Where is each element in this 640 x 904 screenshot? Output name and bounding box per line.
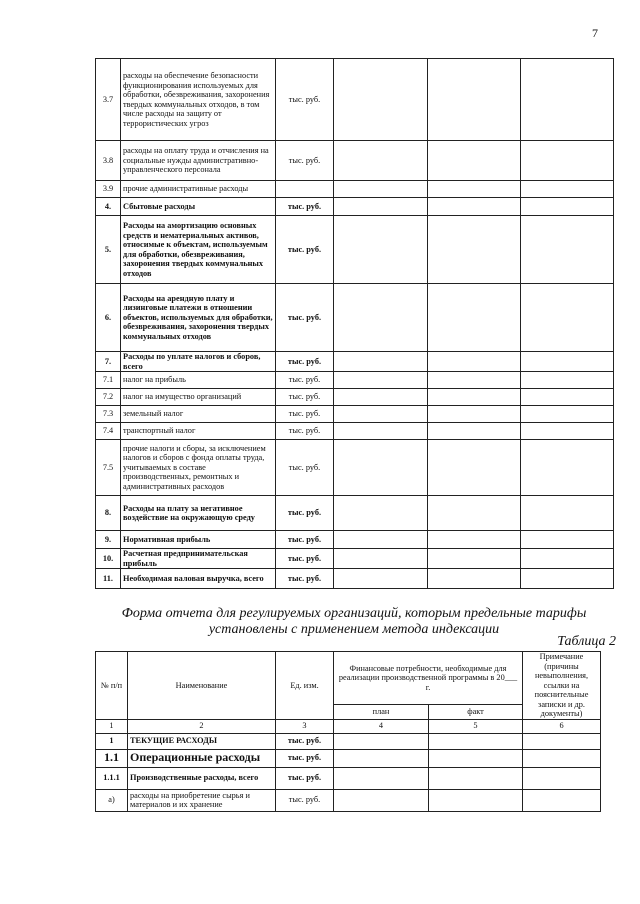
table-row xyxy=(96,59,614,141)
row-name: Операционные расходы xyxy=(128,749,276,767)
row-num: 5. xyxy=(96,216,121,284)
empty-cell xyxy=(428,284,521,352)
row-unit: тыс. руб. xyxy=(276,389,334,406)
table-row xyxy=(96,389,614,406)
header-plan: план xyxy=(334,705,429,719)
empty-cell xyxy=(334,59,428,141)
table-row xyxy=(96,141,614,181)
empty-cell xyxy=(521,216,614,284)
row-name: Расходы на амортизацию основных средств и нематериальных активов, относимые к объектам, используемым для обработки, обезвреживания, захоронения твердых коммунальных отходов xyxy=(121,216,276,284)
row-name: транспортный налог xyxy=(121,423,276,440)
table-row xyxy=(96,423,614,440)
table2-label: Таблица 2 xyxy=(557,634,616,649)
empty-cell xyxy=(428,198,521,216)
empty-cell xyxy=(428,141,521,181)
row-num: 10. xyxy=(96,549,121,569)
row-name: Расчетная предпринимательская прибыль xyxy=(121,549,276,569)
row-name: расходы на приобретение сырья и материалов и их хранение xyxy=(128,789,276,811)
row-unit: тыс. руб. xyxy=(276,549,334,569)
empty-cell xyxy=(521,549,614,569)
table-row xyxy=(96,549,614,569)
row-name: земельный налог xyxy=(121,406,276,423)
empty-cell xyxy=(428,569,521,589)
row-num: 1 xyxy=(96,733,128,749)
empty-cell xyxy=(521,284,614,352)
row-name: налог на имущество организаций xyxy=(121,389,276,406)
empty-cell xyxy=(428,496,521,531)
col-number-3: 3 xyxy=(276,719,334,733)
empty-cell xyxy=(334,569,428,589)
row-unit: тыс. руб. xyxy=(276,141,334,181)
table-row xyxy=(96,216,614,284)
row-num: 9. xyxy=(96,531,121,549)
empty-cell xyxy=(334,496,428,531)
row-name: ТЕКУЩИЕ РАСХОДЫ xyxy=(128,733,276,749)
empty-cell xyxy=(334,198,428,216)
empty-cell xyxy=(521,423,614,440)
row-unit: тыс. руб. xyxy=(276,423,334,440)
table-row xyxy=(96,531,614,549)
row-num: 1.1 xyxy=(96,749,128,767)
row-unit xyxy=(276,181,334,198)
row-unit: тыс. руб. xyxy=(276,284,334,352)
row-num: 11. xyxy=(96,569,121,589)
empty-cell xyxy=(334,141,428,181)
row-name: Нормативная прибыль xyxy=(121,531,276,549)
empty-cell xyxy=(521,352,614,372)
row-unit: тыс. руб. xyxy=(276,372,334,389)
empty-cell xyxy=(428,531,521,549)
empty-cell xyxy=(428,389,521,406)
empty-cell xyxy=(334,549,428,569)
row-num: 3.8 xyxy=(96,141,121,181)
empty-cell xyxy=(428,549,521,569)
row-num: 7.5 xyxy=(96,440,121,496)
empty-cell xyxy=(521,440,614,496)
empty-cell xyxy=(521,406,614,423)
row-name: Расходы по уплате налогов и сборов, всего xyxy=(121,352,276,372)
row-unit: тыс. руб. xyxy=(276,216,334,284)
form-caption-line1: Форма отчета для регулируемых организаций, которым предельные тарифы xyxy=(121,606,587,621)
empty-cell xyxy=(428,406,521,423)
empty-cell xyxy=(334,389,428,406)
row-name: Расходы на арендную плату и лизинговые платежи в отношении объектов, используемых для обработки, обезвреживания, захоронения твердых коммунальных отходов xyxy=(121,284,276,352)
row-num: 4. xyxy=(96,198,121,216)
empty-cell xyxy=(428,423,521,440)
row-name: Необходимая валовая выручка, всего xyxy=(121,569,276,589)
table-row xyxy=(96,352,614,372)
empty-cell xyxy=(521,141,614,181)
row-num: 7.3 xyxy=(96,406,121,423)
row-unit: тыс. руб. xyxy=(276,733,334,749)
col-number-1: 1 xyxy=(96,719,128,733)
row-name: расходы на оплату труда и отчисления на социальные нужды административно-управленческого персонала xyxy=(121,141,276,181)
row-num: 3.9 xyxy=(96,181,121,198)
header-note: Примечание (причины невыполнения, ссылки на пояснительные записки и др. документы) xyxy=(523,652,601,720)
row-unit: тыс. руб. xyxy=(276,569,334,589)
row-name: налог на прибыль xyxy=(121,372,276,389)
empty-cell xyxy=(334,440,428,496)
table-row xyxy=(96,284,614,352)
row-name: Производственные расходы, всего xyxy=(128,767,276,789)
row-name: прочие административные расходы xyxy=(121,181,276,198)
row-num: 1.1.1 xyxy=(96,767,128,789)
row-num: 8. xyxy=(96,496,121,531)
row-num: 7. xyxy=(96,352,121,372)
row-num: 6. xyxy=(96,284,121,352)
row-unit: тыс. руб. xyxy=(276,531,334,549)
row-name: Сбытовые расходы xyxy=(121,198,276,216)
row-name: расходы на обеспечение безопасности функционирования используемых для обработки, обезвреживания, захоронения твердых коммунальных отходов, в том числе расходы на защиту от террористических угроз xyxy=(121,59,276,141)
empty-cell xyxy=(334,352,428,372)
empty-cell xyxy=(428,372,521,389)
row-unit: тыс. руб. xyxy=(276,440,334,496)
table-row xyxy=(96,181,614,198)
empty-cell xyxy=(521,389,614,406)
col-number-6: 6 xyxy=(523,719,601,733)
row-name: Расходы на плату за негативное воздействие на окружающую среду xyxy=(121,496,276,531)
table-row xyxy=(96,496,614,531)
empty-cell xyxy=(334,216,428,284)
empty-cell xyxy=(521,569,614,589)
row-unit: тыс. руб. xyxy=(276,352,334,372)
empty-cell xyxy=(521,198,614,216)
row-unit: тыс. руб. xyxy=(276,59,334,141)
table-row xyxy=(96,440,614,496)
table-row xyxy=(96,406,614,423)
empty-cell xyxy=(521,496,614,531)
row-unit: тыс. руб. xyxy=(276,749,334,767)
empty-cell xyxy=(428,440,521,496)
empty-cell xyxy=(334,284,428,352)
row-unit: тыс. руб. xyxy=(276,767,334,789)
row-name: прочие налоги и сборы, за исключением налогов и сборов с фонда оплаты труда, учитываемых в составе производственных, ремонтных и административных расходов xyxy=(121,440,276,496)
empty-cell xyxy=(334,406,428,423)
header-num: № п/п xyxy=(96,652,128,720)
empty-cell xyxy=(428,59,521,141)
empty-cell xyxy=(428,352,521,372)
row-num: 7.1 xyxy=(96,372,121,389)
row-unit: тыс. руб. xyxy=(276,496,334,531)
header-name: Наименование xyxy=(128,652,276,720)
row-unit: тыс. руб. xyxy=(276,198,334,216)
form-caption-line2: установлены с применением метода индексации xyxy=(208,622,500,637)
row-num: 7.4 xyxy=(96,423,121,440)
table-row xyxy=(96,372,614,389)
table-row xyxy=(96,569,614,589)
empty-cell xyxy=(334,372,428,389)
row-num: 7.2 xyxy=(96,389,121,406)
row-unit: тыс. руб. xyxy=(276,789,334,811)
empty-cell xyxy=(334,181,428,198)
row-num: а) xyxy=(96,789,128,811)
page-number: 7 xyxy=(592,26,598,40)
empty-cell xyxy=(334,531,428,549)
indexation-report-table xyxy=(95,651,601,812)
header-needs: Финансовые потребности, необходимые для реализации производственной программы в 20___ г. xyxy=(334,652,523,705)
row-num: 3.7 xyxy=(96,59,121,141)
empty-cell xyxy=(428,216,521,284)
empty-cell xyxy=(521,531,614,549)
col-number-5: 5 xyxy=(429,719,523,733)
empty-cell xyxy=(521,372,614,389)
expenses-table-continued xyxy=(95,58,614,589)
col-number-2: 2 xyxy=(128,719,276,733)
header-unit: Ед. изм. xyxy=(276,652,334,720)
row-unit: тыс. руб. xyxy=(276,406,334,423)
header-fact: факт xyxy=(429,705,523,719)
empty-cell xyxy=(521,181,614,198)
empty-cell xyxy=(334,423,428,440)
col-number-4: 4 xyxy=(334,719,429,733)
table-row xyxy=(96,198,614,216)
empty-cell xyxy=(428,181,521,198)
empty-cell xyxy=(521,59,614,141)
